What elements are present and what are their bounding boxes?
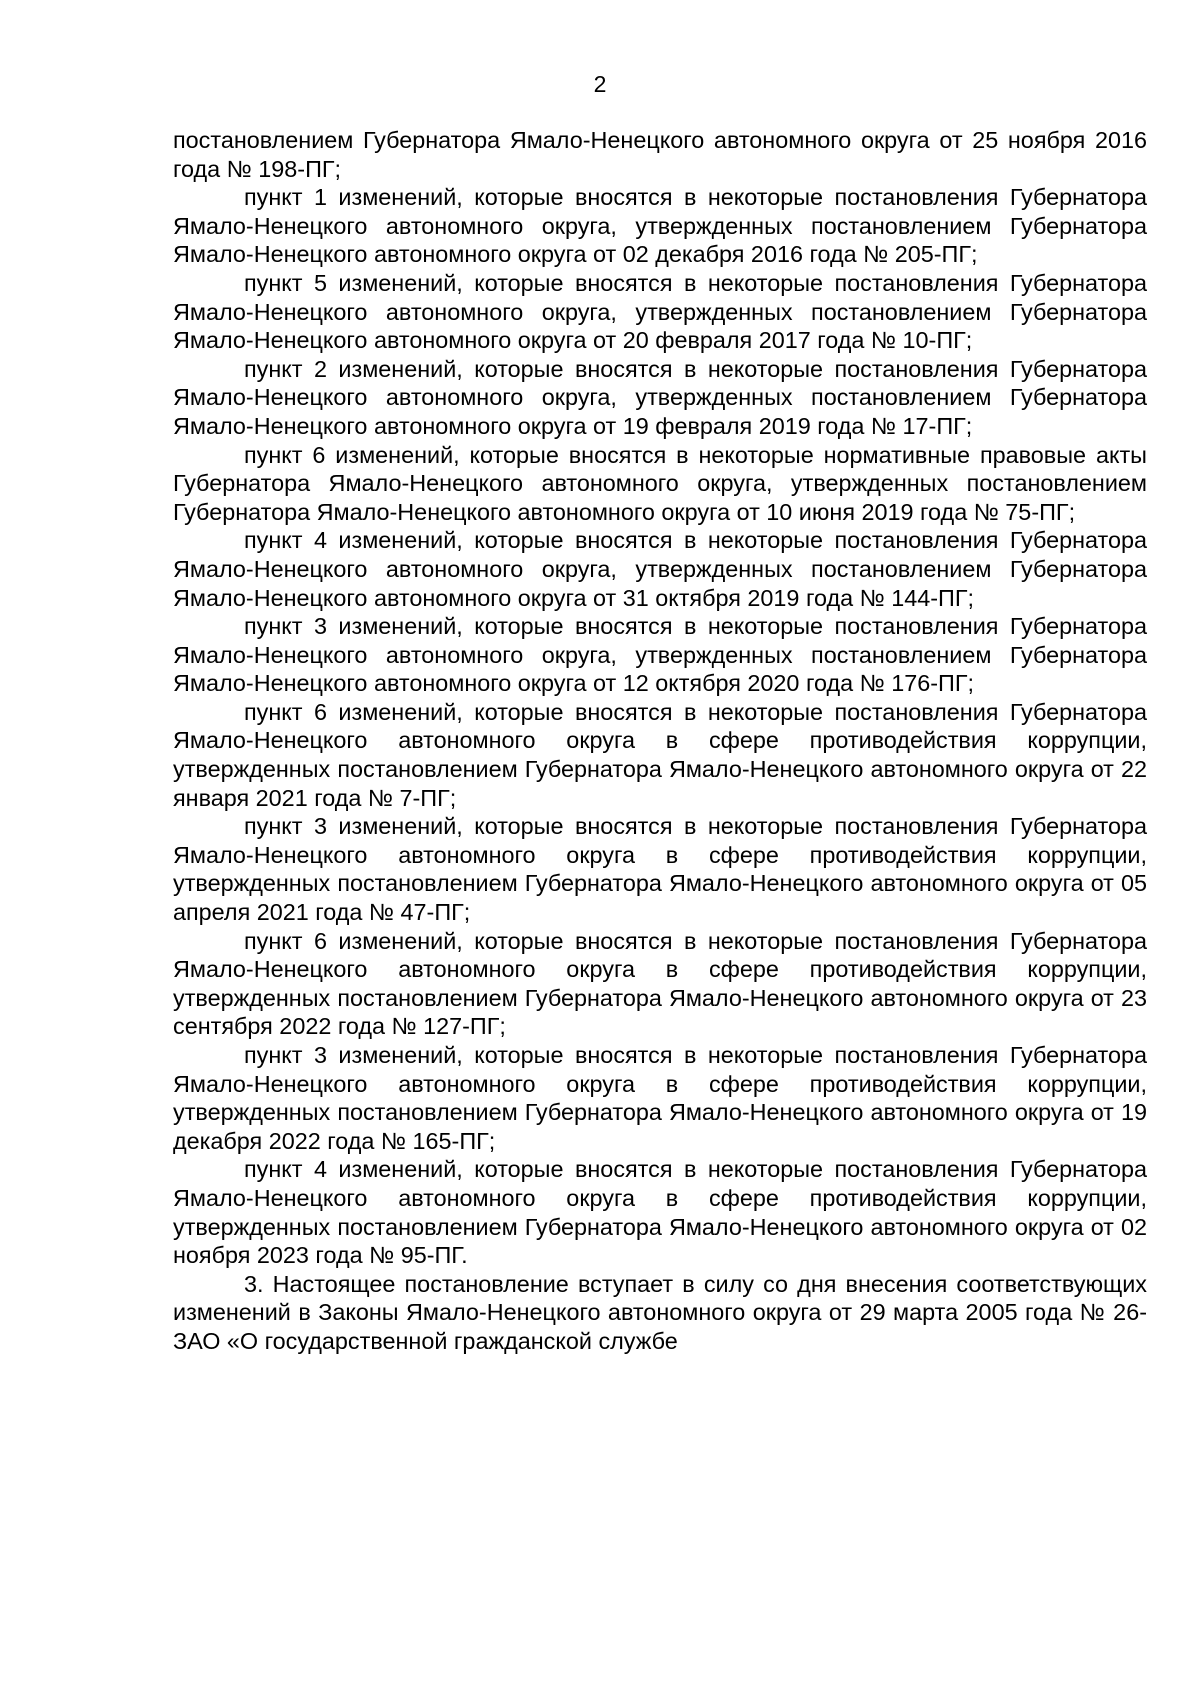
paragraph: пункт 6 изменений, которые вносятся в некоторые нормативные правовые акты Губернатора Ямало-Ненецкого автономного округа, утвержденных постановлением Губернатора Ямало-Ненецкого автономного округа от 10 июня 2019 года № 75-ПГ; <box>173 441 1147 525</box>
paragraph: пункт 6 изменений, которые вносятся в некоторые постановления Губернатора Ямало-Ненецкого автономного округа в сфере противодействия коррупции, утвержденных постановлением Губернатора Ямало-Ненецкого автономного округа от 22 января 2021 года № 7-ПГ; <box>173 698 1147 811</box>
paragraph: пункт 2 изменений, которые вносятся в некоторые постановления Губернатора Ямало-Ненецкого автономного округа, утвержденных постановлением Губернатора Ямало-Ненецкого автономного округа от 19 февраля 2019 года № 17-ПГ; <box>173 355 1147 439</box>
paragraph: пункт 5 изменений, которые вносятся в некоторые постановления Губернатора Ямало-Ненецкого автономного округа, утвержденных постановлением Губернатора Ямало-Ненецкого автономного округа от 20 февраля 2017 года № 10-ПГ; <box>173 269 1147 354</box>
paragraph: пункт 4 изменений, которые вносятся в некоторые постановления Губернатора Ямало-Ненецкого автономного округа, утвержденных постановлением Губернатора Ямало-Ненецкого автономного округа от 31 октября 2019 года № 144-ПГ; <box>173 527 1147 611</box>
paragraph: пункт 6 изменений, которые вносятся в некоторые постановления Губернатора Ямало-Ненецкого автономного округа в сфере противодействия коррупции, утвержденных постановлением Губернатора Ямало-Ненецкого автономного округа от 23 сентября 2022 года № 127-ПГ; <box>173 927 1147 1040</box>
paragraph-section-3: 3. Настоящее постановление вступает в силу со дня внесения соответствующих изменений в Законы Ямало-Ненецкого автономного округа от 29 марта 2005 года № 26-ЗАО «О государственной гражданской службе <box>173 1270 1147 1354</box>
paragraph: пункт 1 изменений, которые вносятся в некоторые постановления Губернатора Ямало-Ненецкого автономного округа, утвержденных постановлением Губернатора Ямало-Ненецкого автономного округа от 02 декабря 2016 года № 205-ПГ; <box>173 184 1147 268</box>
paragraph-continuation: постановлением Губернатора Ямало-Ненецкого автономного округа от 25 ноября 2016 года № 198-ПГ; <box>173 127 1147 182</box>
paragraph: пункт 3 изменений, которые вносятся в некоторые постановления Губернатора Ямало-Ненецкого автономного округа, утвержденных постановлением Губернатора Ямало-Ненецкого автономного округа от 12 октября 2020 года № 176-ПГ; <box>173 613 1147 697</box>
paragraph: пункт 4 изменений, которые вносятся в некоторые постановления Губернатора Ямало-Ненецкого автономного округа в сфере противодействия коррупции, утвержденных постановлением Губернатора Ямало-Ненецкого автономного округа от 02 ноября 2023 года № 95-ПГ. <box>173 1156 1147 1269</box>
paragraph: пункт 3 изменений, которые вносятся в некоторые постановления Губернатора Ямало-Ненецкого автономного округа в сфере противодействия коррупции, утвержденных постановлением Губернатора Ямало-Ненецкого автономного округа от 19 декабря 2022 года № 165-ПГ; <box>173 1042 1147 1154</box>
page-number: 2 <box>593 71 607 97</box>
paragraph: пункт 3 изменений, которые вносятся в некоторые постановления Губернатора Ямало-Ненецкого автономного округа в сфере противодействия коррупции, утвержденных постановлением Губернатора Ямало-Ненецкого автономного округа от 05 апреля 2021 года № 47-ПГ; <box>173 813 1147 926</box>
document-body <box>173 126 1147 1356</box>
